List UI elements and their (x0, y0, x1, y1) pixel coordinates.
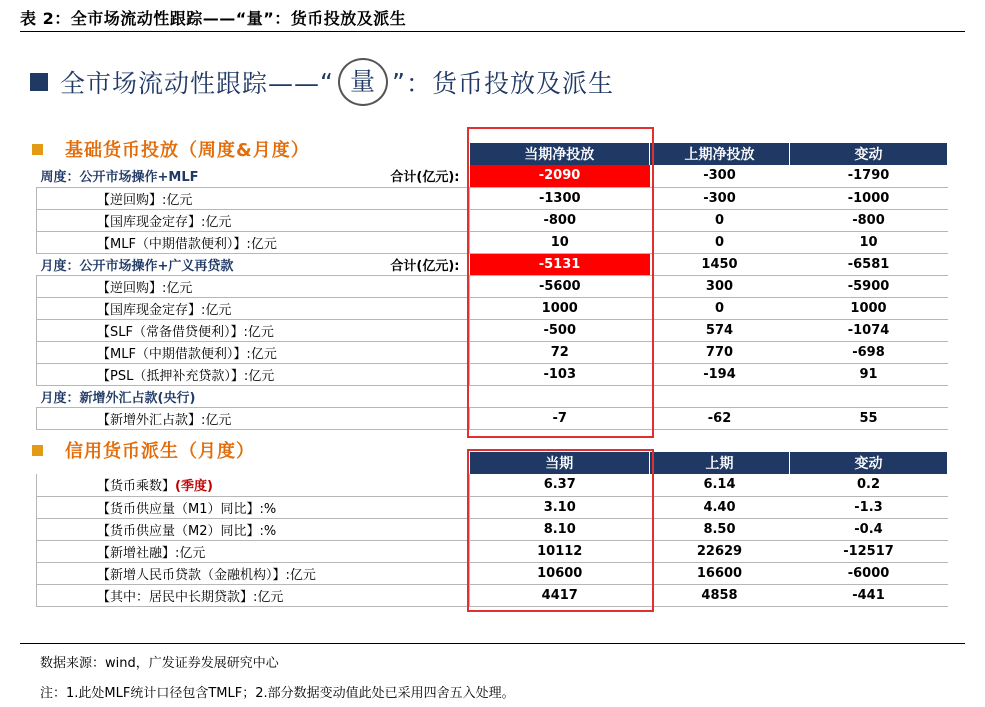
row-label (37, 584, 470, 606)
previous-value (650, 385, 790, 407)
section1-title-text: 基础货币投放（周度&月度） (65, 140, 310, 161)
group-label: 月度：公开市场操作+广义再贷款 (40, 258, 234, 274)
header-previous: 上期净投放 (650, 143, 790, 165)
current-value: -2090 (470, 165, 650, 187)
previous-value: -62 (650, 407, 790, 429)
current-value: -103 (470, 363, 650, 385)
current-value: 8.10 (470, 518, 650, 540)
current-value: 10 (470, 231, 650, 253)
current-value: -5600 (470, 275, 650, 297)
previous-value: 770 (650, 341, 790, 363)
change-value: -6000 (790, 562, 948, 584)
current-value: 1000 (470, 297, 650, 319)
current-value: -7 (470, 407, 650, 429)
previous-value: 6.14 (650, 474, 790, 496)
heading-quote-open: “ (320, 67, 334, 97)
change-value: 0.2 (790, 474, 948, 496)
current-value: 10600 (470, 562, 650, 584)
quarterly-note: (季度) (175, 479, 213, 495)
row-label: 【逆回购】:亿元 (37, 275, 470, 297)
change-value: 10 (790, 231, 948, 253)
change-value: -1.3 (790, 496, 948, 518)
previous-value: -300 (650, 165, 790, 187)
heading-square-icon (30, 73, 48, 91)
previous-value: -194 (650, 363, 790, 385)
current-value: 4417 (470, 584, 650, 606)
previous-value: 22629 (650, 540, 790, 562)
bottom-divider (20, 643, 965, 644)
header-current: 当期净投放 (470, 143, 650, 165)
previous-value: 574 (650, 319, 790, 341)
current-value: -1300 (470, 187, 650, 209)
top-divider (20, 31, 965, 32)
row-label: 【新增外汇占款】:亿元 (37, 407, 470, 429)
table-caption: 表 2：全市场流动性跟踪——“量”：货币投放及派生 (20, 9, 407, 28)
row-label-text: 【其中：居民中长期贷款】:亿元 (97, 589, 284, 605)
section2-title-text: 信用货币派生（月度） (65, 441, 255, 462)
group-label: 周度：公开市场操作+MLF (40, 170, 199, 186)
previous-value: -300 (650, 187, 790, 209)
change-value: -6581 (790, 253, 948, 275)
change-value: -698 (790, 341, 948, 363)
change-value: 55 (790, 407, 948, 429)
row-label: 【PSL（抵押补充贷款）】:亿元 (37, 363, 470, 385)
row-label-text: 【新增人民币贷款（金融机构）】:亿元 (97, 567, 316, 583)
footnote: 注：1.此处MLF统计口径包含TMLF；2.部分数据变动值此处已采用四舍五入处理。 (40, 686, 515, 701)
change-value: -800 (790, 209, 948, 231)
current-value: 6.37 (470, 474, 650, 496)
heading-circled-word: 量 (338, 58, 388, 106)
current-value: -800 (470, 209, 650, 231)
previous-value: 8.50 (650, 518, 790, 540)
previous-value: 1450 (650, 253, 790, 275)
heading-suffix: ：货币投放及派生 (405, 69, 614, 98)
previous-value: 4.40 (650, 496, 790, 518)
current-value: 10112 (470, 540, 650, 562)
highlight-frame-current (467, 127, 654, 438)
heading-quote-close: ” (391, 67, 406, 97)
change-value: 1000 (790, 297, 948, 319)
row-label-text: 【货币供应量（M2）同比】:% (97, 523, 277, 539)
highlight-frame-current (467, 449, 654, 612)
previous-value: 0 (650, 209, 790, 231)
data-source: 数据来源：wind，广发证券发展研究中心 (40, 656, 279, 671)
change-value: -1790 (790, 165, 948, 187)
total-label: 合计(亿元): (390, 170, 460, 186)
previous-value: 16600 (650, 562, 790, 584)
row-label-text: 【货币乘数】 (97, 479, 176, 495)
previous-value: 0 (650, 231, 790, 253)
header-change: 变动 (790, 452, 948, 474)
header-current: 当期 (470, 452, 650, 474)
change-value (790, 385, 948, 407)
row-label: 【国库现金定存】:亿元 (37, 209, 470, 231)
row-label (37, 474, 470, 496)
row-label: 【SLF（常备借贷便利）】:亿元 (37, 319, 470, 341)
current-value: 72 (470, 341, 650, 363)
change-value: -441 (790, 584, 948, 606)
row-label (37, 253, 470, 275)
row-label (37, 165, 470, 187)
row-label (37, 496, 470, 518)
current-value: -5131 (470, 253, 650, 275)
page-heading (30, 58, 614, 106)
heading-prefix: 全市场流动性跟踪—— (60, 69, 321, 98)
header-change: 变动 (790, 143, 948, 165)
row-label (37, 518, 470, 540)
row-label (37, 540, 470, 562)
row-label: 【国库现金定存】:亿元 (37, 297, 470, 319)
total-label: 合计(亿元): (390, 258, 460, 274)
change-value: -12517 (790, 540, 948, 562)
row-label (37, 562, 470, 584)
change-value: 91 (790, 363, 948, 385)
change-value: -5900 (790, 275, 948, 297)
row-label-text: 【新增社融】:亿元 (97, 545, 206, 561)
previous-value: 300 (650, 275, 790, 297)
row-label: 【MLF（中期借款便利）】:亿元 (37, 231, 470, 253)
row-label: 【MLF（中期借款便利）】:亿元 (37, 341, 470, 363)
group-label: 月度：新增外汇占款(央行) (40, 390, 196, 406)
change-value: -0.4 (790, 518, 948, 540)
row-label-text: 【货币供应量（M1）同比】:% (97, 501, 277, 517)
current-value: -500 (470, 319, 650, 341)
change-value: -1074 (790, 319, 948, 341)
row-label (37, 385, 470, 407)
previous-value: 0 (650, 297, 790, 319)
header-previous: 上期 (650, 452, 790, 474)
row-label: 【逆回购】:亿元 (37, 187, 470, 209)
previous-value: 4858 (650, 584, 790, 606)
current-value: 3.10 (470, 496, 650, 518)
change-value: -1000 (790, 187, 948, 209)
